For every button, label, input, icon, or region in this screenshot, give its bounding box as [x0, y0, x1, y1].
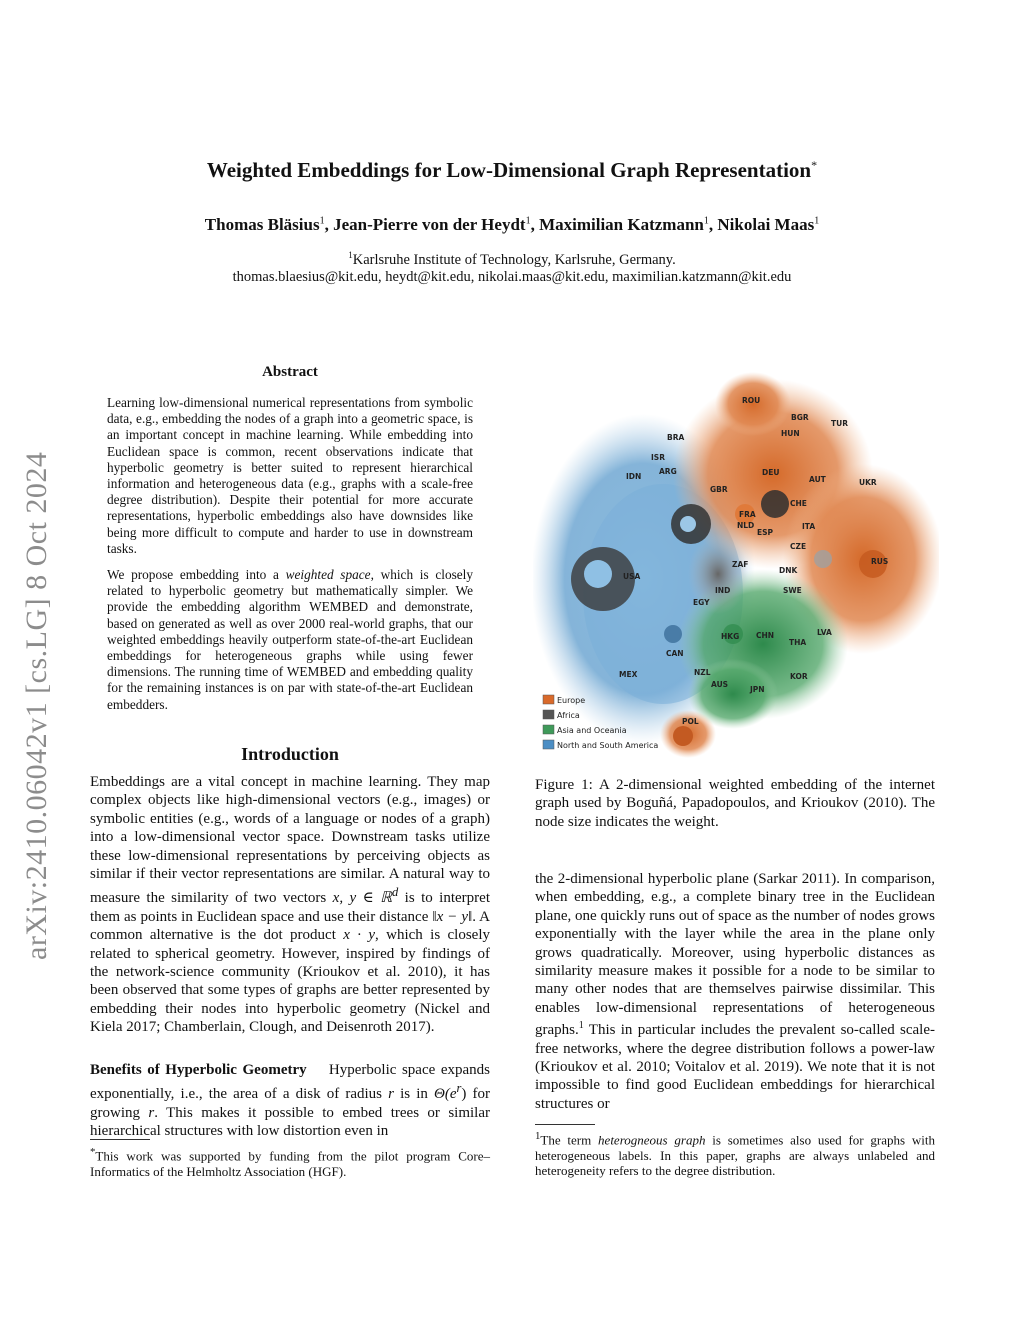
legend-swatch [543, 740, 554, 749]
figure-graph-embedding [533, 364, 939, 759]
label-idn: IDN [626, 472, 642, 481]
hub-poland [673, 726, 693, 746]
label-nzl: NZL [694, 668, 711, 677]
math-r: r [388, 1086, 394, 1103]
author-affil-mark: 1 [319, 215, 325, 227]
label-che: CHE [790, 499, 807, 508]
abstract-p2-rest: , which is closely related to hyperbolic geometry but mathematically simpler. We provide the embedding algorithm WEMBED and demonstrate, based on generated as well as over 2000 real-world graphs, that our weighted embeddings heavily outperform state-of-the-art Euclidean embeddings for heterogeneous graphs while using fewer dimensions. The running time of WEMBED and embedding quality for the remaining instances is on par with state-of-the-art Euclidean embedders. [107, 567, 474, 712]
math-theta-sup: r [456, 1081, 462, 1096]
author-list: Thomas Bläsius$^1$, Jean-Pierre von der Heydt$^1$, Maximilian Katzmann$^1$, Nikolai Maas$^1$ [204, 215, 820, 234]
author-emails: thomas.blaesius@kit.edu, heydt@kit.edu, nikolai.maas@kit.edu, maximilian.katzmann@kit.edu [232, 269, 792, 285]
legend-label: Asia and Oceania [557, 726, 627, 735]
author-name: Maximilian Katzmann [539, 215, 704, 234]
label-isr: ISR [651, 453, 665, 462]
author-name: Jean-Pierre von der Heydt [333, 215, 526, 234]
label-jpn: JPN [750, 685, 765, 694]
footnote-text: is sometimes also used for graphs with heterogeneous labels. In this paper, graphs are always unlabeled and heterogeneity refers to the degree distribution. [535, 1132, 935, 1179]
math-dim-sup: d [391, 885, 399, 900]
intro-text: , which is closely related to spherical geometry. However, inspired by findings of the network-science community (Krioukov et al. 2010), it has been observed that some types of graphs are better represented by embedding their nodes into hyperbolic geometry (Nickel and Kiela 2017; Chamberlain, Clough, and Deisenroth 2017). [90, 927, 490, 1036]
legend-label: Africa [557, 711, 580, 720]
author-name: Nikolai Maas [717, 215, 815, 234]
label-fra: FRA [739, 510, 756, 519]
footnote-mark: 1 [535, 1130, 541, 1142]
intro-text: Embeddings are a vital concept in machine learning. They map complex objects like high-dimensional vectors (e.g., images) or symbolic entities (e.g., words of a language or nodes of a graph) into a low-dimensional vector space. Downstream tasks utilize these low-dimensional representations by perceiving objects as similar if their vector representations are similar. A natural way to measure the similarity of two vectors [90, 774, 490, 907]
paragraph-text: the 2-dimensional hyperbolic plane (Sarkar 2011). In comparison, when embedding, e.g., a complete binary tree in the Euclidean plane, one quickly runs out of space as the number of nodes grows exponentially with the layer while the area in the plane only grows quadratically. Moreover, using hyperbolic distances as similarity measure makes it possible for a node to be similar to many other nodes that are themselves pairwise dissimilar. This enables low-dimensional representations of heterogeneous graphs. [535, 871, 935, 1039]
intro-text: . A common alternative is the dot product [90, 908, 490, 944]
label-can: CAN [666, 649, 684, 658]
legend-item-asia-oceania [543, 725, 627, 735]
math-distance: ‖x − y‖ [432, 908, 473, 925]
hyperbolic-paragraph [535, 870, 935, 1113]
footnote-heterogeneous [535, 1129, 935, 1179]
label-ind: IND [715, 586, 731, 595]
label-swe: SWE [783, 586, 802, 595]
affiliation-mark: 1 [348, 250, 353, 260]
hub-ita [814, 550, 832, 568]
label-ukr: UKR [859, 478, 877, 487]
legend-swatch [543, 710, 554, 719]
label-cze: CZE [790, 542, 807, 551]
label-egy: EGY [693, 598, 710, 607]
label-pol: POL [682, 717, 699, 726]
benefits-heading: Benefits of Hyperbolic Geometry [90, 1062, 307, 1078]
hub-can [664, 625, 682, 643]
label-nld: NLD [737, 521, 755, 530]
benefits-text: is in [393, 1086, 434, 1103]
footnote-mark: * [90, 1146, 96, 1158]
label-esp: ESP [757, 528, 774, 537]
affiliation-text: Karlsruhe Institute of Technology, Karlsruhe, Germany. [352, 251, 676, 268]
embedding-plot [533, 364, 939, 759]
introduction-heading: Introduction [241, 744, 339, 764]
math-r: r [148, 1104, 155, 1121]
affiliation [0, 250, 1024, 269]
label-aus: AUS [711, 680, 729, 689]
figure-caption: Figure 1: A 2-dimensional weighted embedding of the internet graph used by Boguñá, Papadopoulos, and Krioukov (2010). The node size indicates the weight. [535, 777, 935, 830]
footnote-rule [90, 1139, 150, 1140]
author-affil-mark: 1 [814, 215, 820, 227]
label-tha: THA [789, 638, 807, 647]
footnote-text: This work was supported by funding from the pilot program Core–Informatics of the Helmholtz Association (HGF). [90, 1148, 490, 1179]
author-name: Thomas Bläsius [204, 215, 320, 234]
hub-gbr-inner [680, 516, 696, 532]
label-mex: MEX [619, 670, 638, 679]
legend-item-africa [543, 710, 580, 720]
hub-deu [761, 490, 789, 518]
arxiv-side-stamp: arXiv:2410.06042v1 [cs.LG] 8 Oct 2024 [20, 451, 53, 960]
footnote-ref: 1 [578, 1020, 584, 1032]
label-hkg: HKG [721, 632, 740, 641]
label-bra: BRA [667, 433, 685, 442]
hub-usa-inner [584, 560, 612, 588]
label-usa: USA [623, 572, 641, 581]
math-theta-end: ) [461, 1086, 467, 1103]
label-aut: AUT [809, 475, 826, 484]
intro-text: is to interpret them as points in Euclidean space and use their distance [90, 890, 490, 925]
legend-label: Europe [557, 696, 586, 705]
math-theta: Θ(e [434, 1086, 457, 1103]
title-footnote-mark: * [811, 158, 818, 172]
paper-title [0, 158, 1024, 183]
legend-swatch [543, 695, 554, 704]
footnote-rule [535, 1124, 595, 1125]
label-gbr: GBR [710, 485, 728, 494]
label-tur: TUR [831, 419, 848, 428]
author-affil-mark: 1 [525, 215, 531, 227]
author-affil-mark: 1 [703, 215, 709, 227]
abstract-paragraph-2 [107, 567, 473, 713]
paragraph-text: This in particular includes the prevalent so-called scale-free networks, where the degree distribution follows a power-law (Krioukov et al. 2010; Voitalov et al. 2019). We note that it is not impossible to find good Euclidean embeddings for hierarchical structures or [535, 1022, 935, 1112]
abstract-p2-emphasis: weighted space [285, 567, 371, 582]
footnote-funding [90, 1145, 490, 1179]
label-bgr: BGR [791, 413, 809, 422]
label-ita: ITA [802, 522, 816, 531]
label-deu: DEU [762, 468, 780, 477]
legend-swatch [543, 725, 554, 734]
label-kor: KOR [790, 672, 808, 681]
math-vectors: x, y ∈ ℝ [332, 890, 392, 907]
label-rus: RUS [871, 557, 889, 566]
legend-label: North and South America [557, 741, 659, 750]
abstract-paragraph-1: Learning low-dimensional numerical representations from symbolic data, e.g., embedding the nodes of a graph into a geometric space, is an important concept in machine learning. While embedding into Euclidean space is common, recent observations indicate that hyperbolic geometry is better suited to represent hierarchical information and heterogeneous data (e.g., graphs with a scale-free degree distribution). Despite their potential for more accurate representations, hyperbolic embeddings also have downsides like being more difficult to compute and harder to use in downstream tasks. [107, 395, 473, 556]
benefits-text: for growing [90, 1086, 490, 1121]
introduction-paragraph [90, 773, 490, 1037]
label-hun: HUN [781, 429, 800, 438]
label-rou: ROU [742, 396, 761, 405]
math-dot-product: x · y [343, 927, 376, 944]
benefits-paragraph [90, 1061, 490, 1141]
footnote-emphasis: heterogneous graph [598, 1132, 706, 1148]
label-lva: LVA [817, 628, 832, 637]
label-dnk: DNK [779, 566, 798, 575]
footnote-text: The term [540, 1132, 599, 1148]
label-arg: ARG [659, 467, 677, 476]
benefits-text: . This makes it possible to embed trees or similar hierarchical structures with low distortion even in [90, 1104, 490, 1140]
label-zaf: ZAF [732, 560, 749, 569]
abstract-heading: Abstract [262, 364, 318, 380]
benefits-text: Hyperbolic space expands exponentially, i.e., the area of a disk of radius [90, 1062, 490, 1103]
label-chn: CHN [756, 631, 775, 640]
legend-item-americas [543, 740, 658, 750]
legend-item-europe [543, 695, 585, 705]
abstract-p2-start: We propose embedding into a [107, 567, 286, 582]
title-text: Weighted Embeddings for Low-Dimensional Graph Representation [206, 158, 812, 182]
